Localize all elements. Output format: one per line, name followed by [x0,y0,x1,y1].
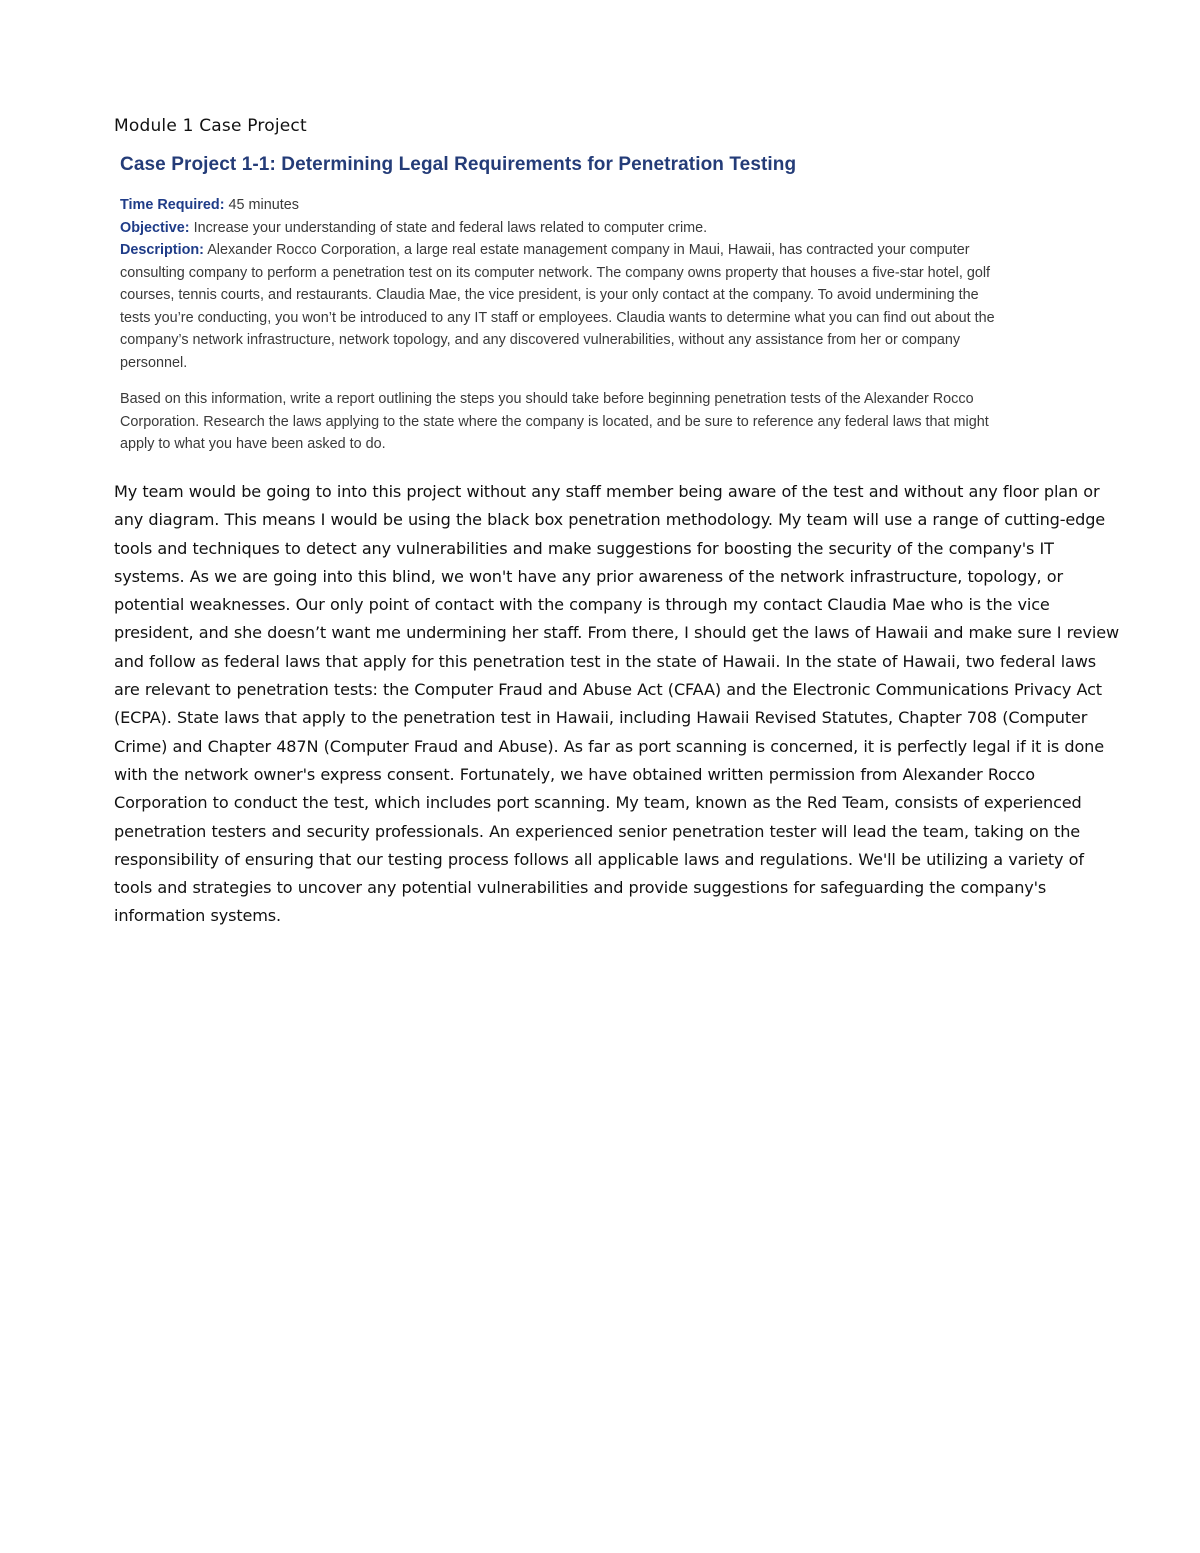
response-paragraph: My team would be going to into this project without any staff member being aware of the test and without any floor plan or any diagram. This means I would be using the black box penetration methodology. My team will use a range of cutting-edge tools and techniques to detect any vulnerabilities and make suggestions for boosting the security of the company's IT systems. As we are going into this blind, we won't have any prior awareness of the network infrastructure, topology, or potential weaknesses. Our only point of contact with the company is through my contact Claudia Mae who is the vice president, and she doesn’t want me undermining her staff. From there, I should get the laws of Hawaii and make sure I review and follow as federal laws that apply for this penetration test in the state of Hawaii. In the state of Hawaii, two federal laws are relevant to penetration tests: the Computer Fraud and Abuse Act (CFAA) and the Electronic Communications Privacy Act (ECPA). State laws that apply to the penetration test in Hawaii, including Hawaii Revised Statutes, Chapter 708 (Computer Crime) and Chapter 487N (Computer Fraud and Abuse). As far as port scanning is concerned, it is perfectly legal if it is done with the network owner's express consent. Fortunately, we have obtained written permission from Alexander Rocco Corporation to conduct the test, which includes port scanning. My team, known as the Red Team, consists of experienced penetration testers and security professionals. An experienced senior penetration tester will lead the team, taking on the responsibility of ensuring that our testing process follows all applicable laws and regulations. We'll be utilizing a variety of tools and strategies to uncover any potential vulnerabilities and provide suggestions for safeguarding the company's information systems. [114,482,1119,926]
time-required-line [120,194,1000,217]
instructions-paragraph: Based on this information, write a report outlining the steps you should take before beginning penetration tests of the Alexander Rocco Corporation. Research the laws applying to the state where the company is located, and be sure to reference any federal laws that might apply to what you have been asked to do. [120,391,989,452]
case-project-excerpt [120,154,1000,456]
objective-label: Objective: [120,219,190,236]
description-value: Alexander Rocco Corporation, a large real estate management company in Maui, Hawaii, has contracted your computer consulting company to perform a penetration test on its computer network. The company owns property that houses a five-star hotel, golf courses, tennis courts, and restaurants. Claudia Mae, the vice president, is your only contact at the company. To avoid undermining the tests you’re conducting, you won’t be introduced to any IT staff or employees. Claudia wants to determine what you can find out about the company’s network infrastructure, network topology, and any discovered vulnerabilities, without any assistance from her or company personnel. [120,242,995,371]
objective-line [120,217,1000,240]
time-required-value: 45 minutes [228,197,299,213]
case-project-heading: Case Project 1-1: Determining Legal Requirements for Penetration Testing [120,154,797,175]
description-label: Description: [120,242,204,258]
time-required-label: Time Required: [120,197,225,213]
objective-value: Increase your understanding of state and federal laws related to computer crime. [193,219,708,236]
document-title: Module 1 Case Project [114,116,307,136]
description-paragraph [120,239,1000,374]
